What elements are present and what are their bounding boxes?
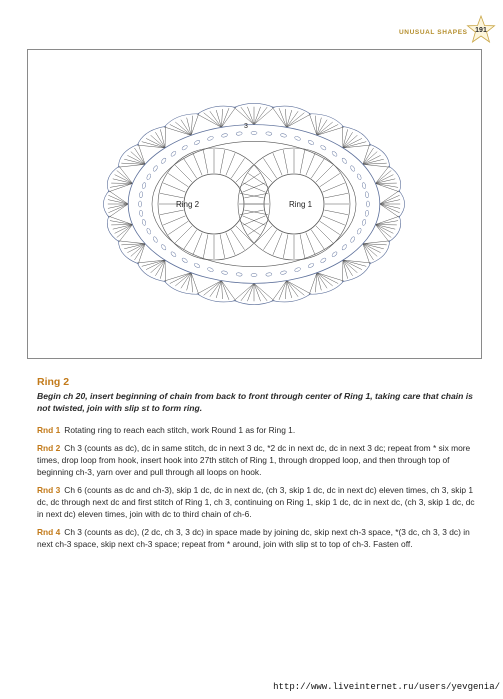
round-text: Rotating ring to reach each stitch, work Round 1 as for Ring 1. xyxy=(64,425,296,435)
fan-stitch xyxy=(376,221,399,225)
fan-stitch xyxy=(187,273,191,291)
fan-stitch xyxy=(380,204,400,213)
dc-stitch xyxy=(306,233,315,255)
chain-loop xyxy=(350,236,356,243)
fan-stitch xyxy=(343,129,348,148)
chain-loop xyxy=(308,140,315,146)
round-text: Ch 3 (counts as dc), dc in same stitch, dc in next 3 dc, *2 dc in next dc, dc in next 3 dc; repeat from * six more times, drop loop from hook, insert hook into 27th stitch of Ring 1, through dropped loop, and then through top of beginning ch-3, yarn over and pull through all loops on hook. xyxy=(37,443,471,477)
fan-stitch xyxy=(221,108,235,128)
fan-stitch xyxy=(343,260,370,263)
fan-stitch xyxy=(108,204,128,213)
fan-stitch xyxy=(254,283,267,301)
chain-loop xyxy=(280,133,287,138)
fan-stitch xyxy=(376,183,399,187)
fan-stitch xyxy=(363,241,389,244)
chain-loop xyxy=(331,151,338,158)
chain-loop xyxy=(236,272,242,276)
fan-stitch xyxy=(376,216,400,224)
fan-stitch xyxy=(119,241,145,244)
dc-stitch xyxy=(226,233,235,255)
fan-stitch xyxy=(109,183,133,191)
fan-stitch xyxy=(241,283,254,301)
chain-loop xyxy=(221,270,228,275)
dc-stitch xyxy=(220,234,225,258)
chain-loop xyxy=(221,133,228,138)
dc-stitch xyxy=(163,216,185,225)
dc-stitch xyxy=(203,150,208,174)
dc-stitch xyxy=(323,183,345,192)
chain-loop xyxy=(350,165,356,172)
fan-stitch xyxy=(241,107,254,125)
section-title: UNUSUAL SHAPES xyxy=(399,29,468,36)
ring-2-label: Ring 2 xyxy=(176,200,200,209)
chain-loop xyxy=(357,228,362,235)
round-2 xyxy=(37,442,475,478)
chain-loop xyxy=(251,273,257,276)
fan-stitch xyxy=(108,195,128,204)
fan-stitch xyxy=(160,129,165,148)
chain-loop xyxy=(161,244,167,251)
fan-stitch xyxy=(272,108,286,128)
chain-loop xyxy=(139,192,143,198)
fan-edge xyxy=(272,106,311,114)
dc-stitch xyxy=(226,153,235,175)
chain-loop xyxy=(207,136,214,141)
dc-stitch xyxy=(300,234,305,258)
dc-stitch xyxy=(306,153,315,175)
fan-stitch xyxy=(160,260,165,279)
chain-loop xyxy=(365,210,369,216)
crochet-diagram-svg xyxy=(28,50,481,358)
round-label: Rnd 2 xyxy=(37,443,61,453)
chain-loop xyxy=(320,257,327,263)
chain-loop xyxy=(294,136,301,141)
fan-stitch xyxy=(138,145,165,148)
chain-loop xyxy=(362,219,367,226)
crochet-diagram xyxy=(27,49,482,359)
fan-stitch xyxy=(317,273,321,291)
fan-stitch xyxy=(343,145,370,148)
fan-stitch xyxy=(187,118,191,136)
chain-loop xyxy=(362,182,367,189)
instructions-heading: Ring 2 xyxy=(37,376,70,388)
fan-stitch xyxy=(119,164,145,167)
chain-loop xyxy=(181,257,188,263)
round-text: Ch 6 (counts as dc and ch-3), skip 1 dc, dc in next dc, (ch 3, skip 1 dc, dc in next dc) eleven times, ch 3, skip 1 dc, dc through next dc and first stitch of Ring 1, ch 3, continuing on Ring 1, skip 1 dc, dc in next dc, (ch 3, skip 1 dc, dc in next dc) eleven times, join with dc to third chain of ch-6. xyxy=(37,485,475,519)
chain-loop xyxy=(266,132,272,136)
chain-loop xyxy=(161,157,167,164)
fan-edge xyxy=(272,294,311,302)
round-4 xyxy=(37,526,475,550)
instructions-intro: Begin ch 20, insert beginning of chain from back to front through center of Ring 1, taking care that chain is not twisted, join with slip st to form ring. xyxy=(37,391,473,413)
chain-loop xyxy=(139,210,143,216)
chain-loop xyxy=(294,267,301,272)
chain-loop xyxy=(194,140,201,146)
fan-stitch xyxy=(363,164,389,167)
chain-loop xyxy=(266,272,272,276)
dc-stitch xyxy=(283,150,288,174)
fan-stitch xyxy=(110,183,133,187)
instructions xyxy=(37,376,475,556)
watermark-url: http://www.liveinternet.ru/users/yevgenia/ xyxy=(273,682,500,692)
fan-stitch xyxy=(376,183,400,191)
chain-loop xyxy=(320,145,327,151)
dc-stitch xyxy=(324,193,348,198)
dc-stitch xyxy=(220,150,225,174)
dc-stitch xyxy=(160,193,184,198)
chain-loop xyxy=(146,173,151,180)
chain-loop xyxy=(181,145,188,151)
chain-loop xyxy=(194,263,201,269)
round-1 xyxy=(37,424,475,436)
chain-loop xyxy=(142,182,147,189)
fan-stitch xyxy=(317,118,321,136)
round-marker: 3 xyxy=(244,123,248,130)
round-label: Rnd 3 xyxy=(37,485,61,495)
fan-stitch xyxy=(110,221,133,225)
round-label: Rnd 1 xyxy=(37,425,61,435)
fan-stitch xyxy=(254,107,267,125)
round-3 xyxy=(37,484,475,520)
fan-stitch xyxy=(343,260,348,279)
chain-loop xyxy=(308,263,315,269)
round-text: Ch 3 (counts as dc), (2 dc, ch 3, 3 dc) in space made by joining dc, skip next ch-3 space, *(3 dc, ch 3, 3 dc) in next ch-3 space, skip next ch-3 space; repeat from * around, join with slip st to top of ch-3. Fasten off. xyxy=(37,527,470,549)
dc-stitch xyxy=(203,234,208,258)
page-number: 191 xyxy=(475,27,487,34)
fan-stitch xyxy=(221,281,235,301)
chain-loop xyxy=(142,219,147,226)
round-label: Rnd 4 xyxy=(37,527,61,537)
dc-stitch xyxy=(273,233,282,255)
dc-stitch xyxy=(283,234,288,258)
chain-loop xyxy=(251,131,257,134)
dc-stitch xyxy=(300,150,305,174)
fan-edge xyxy=(197,106,236,114)
chain-loop xyxy=(331,251,338,258)
chain-loop xyxy=(146,228,151,235)
dc-stitch xyxy=(273,153,282,175)
fan-stitch xyxy=(380,195,400,204)
chain-loop xyxy=(152,236,158,243)
dc-stitch xyxy=(193,153,202,175)
chain-loop xyxy=(152,165,158,172)
chain-loop xyxy=(366,201,369,207)
dc-stitch xyxy=(323,216,345,225)
chain-loop xyxy=(341,244,347,251)
chain-loop xyxy=(170,151,177,158)
chain-loop xyxy=(236,132,242,136)
dc-stitch xyxy=(160,210,184,215)
ring-1-label: Ring 1 xyxy=(289,200,313,209)
chain-loop xyxy=(280,270,287,275)
dc-stitch xyxy=(193,233,202,255)
chain-loop xyxy=(365,192,369,198)
fan-stitch xyxy=(138,260,165,263)
dc-stitch xyxy=(163,183,185,192)
chain-loop xyxy=(357,173,362,180)
dc-stitch xyxy=(324,210,348,215)
chain-loop xyxy=(170,251,177,258)
fan-edge xyxy=(197,294,236,302)
fan-stitch xyxy=(272,281,286,301)
chain-loop xyxy=(207,267,214,272)
chain-loop xyxy=(341,157,347,164)
fan-stitch xyxy=(109,216,133,224)
chain-loop xyxy=(139,201,142,207)
